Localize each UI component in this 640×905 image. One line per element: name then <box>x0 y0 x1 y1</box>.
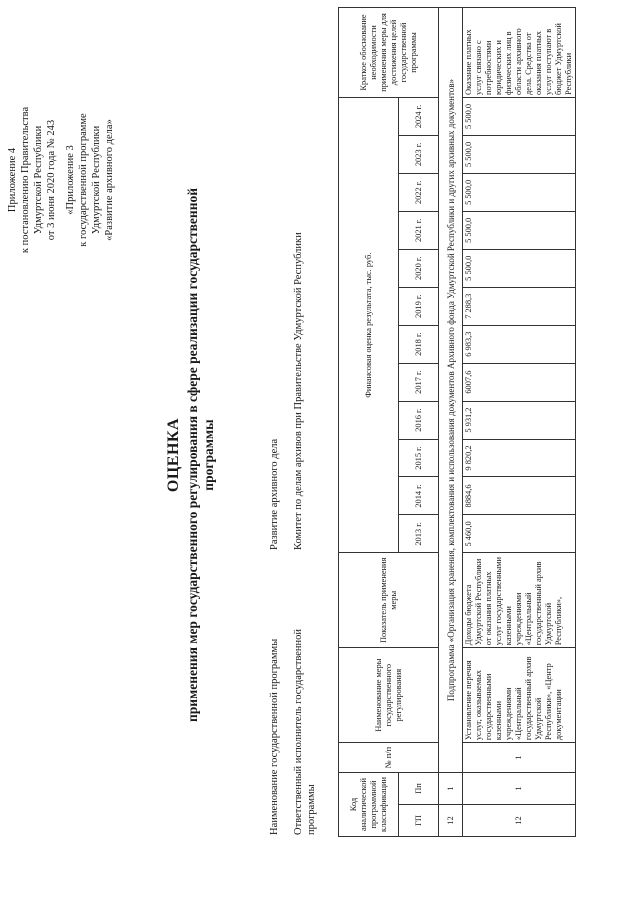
cell-rationale: Оказание платных услуг связано с потребностями юридических и физических лиц в области архивного дела. Средства от оказания платных услуг поступают в бюджет Удмуртской Республики <box>463 8 576 98</box>
program-label: Наименование государственной программы <box>269 638 280 835</box>
table-row <box>463 8 576 837</box>
header-rationale: Краткое обоснование необходимости применения меры для достижения целей государственной программы <box>339 8 439 98</box>
year-header: 2020 г. <box>399 249 439 287</box>
year-header: 2014 г. <box>399 477 439 515</box>
program-value: Развитие архивного дела <box>269 438 280 550</box>
subprogram-title: Подпрограмма «Организация хранения, комплектования и использования документов Архивного фонда Удмуртской Республики и других архивных документов» <box>439 8 463 773</box>
year-header: 2022 г. <box>399 173 439 211</box>
year-header: 2018 г. <box>399 325 439 363</box>
header-gp: ГП <box>399 805 439 837</box>
appendix-line: к государственной программе <box>78 113 89 247</box>
header-num: № п/п <box>339 743 439 773</box>
year-header: 2016 г. <box>399 401 439 439</box>
cell-num: 1 <box>463 743 576 773</box>
year-header: 2021 г. <box>399 211 439 249</box>
year-header: 2015 г. <box>399 439 439 477</box>
header-measure: Наименование меры государственного регулирования <box>339 648 439 743</box>
appendix-line: Удмуртской Республики <box>33 125 44 235</box>
title-main: ОЦЕНКА <box>165 417 182 493</box>
appendix-line: к постановлению Правительства <box>20 106 31 254</box>
year-header: 2013 г. <box>399 515 439 553</box>
document-title <box>165 155 217 755</box>
header-code: Код аналитической программной классификации <box>339 773 399 837</box>
year-header: 2024 г. <box>399 97 439 135</box>
cell-value: 5 931,2 <box>463 401 576 439</box>
cell-value: 6 983,3 <box>463 325 576 363</box>
cell-value: 9 820,2 <box>463 439 576 477</box>
cell-value: 6007,6 <box>463 363 576 401</box>
header-pp: Пп <box>399 773 439 805</box>
header-finance: Финансовая оценка результата, тыс. руб. <box>339 97 399 552</box>
cell-value: 8884,6 <box>463 477 576 515</box>
appendix-line: «Приложение 3 <box>65 145 76 215</box>
appendix-line: от 3 июня 2020 года № 243 <box>46 119 57 241</box>
cell-value: 5 500,0 <box>463 135 576 173</box>
year-header: 2023 г. <box>399 135 439 173</box>
cell-gp: 12 <box>463 805 576 837</box>
appendix-line: Удмуртской Республики <box>91 125 102 235</box>
cell-value: 7 288,3 <box>463 287 576 325</box>
year-header: 2019 г. <box>399 287 439 325</box>
measures-table <box>338 7 576 837</box>
cell-pp: 1 <box>439 773 463 805</box>
year-header: 2017 г. <box>399 363 439 401</box>
appendix-line: «Развитие архивного дела» <box>104 119 115 241</box>
header-indicator: Показатель применения меры <box>339 553 439 648</box>
cell-value: 5 460,0 <box>463 515 576 553</box>
cell-pp: 1 <box>463 773 576 805</box>
cell-measure: Установление перечня услуг, оказываемых государственными казенными учреждениями «Центральный государственный архив Удмуртской Республики», «Центр документации <box>463 648 576 743</box>
cell-gp: 12 <box>439 805 463 837</box>
cell-value: 5 500,0 <box>463 97 576 135</box>
cell-value: 5 500,0 <box>463 249 576 287</box>
executor-label: Ответственный исполнитель государственной программы <box>293 628 317 835</box>
cell-value: 5 500,0 <box>463 211 576 249</box>
appendix-block <box>6 30 116 330</box>
cell-indicator: Доходы бюджета Удмуртской Республики от оказания платных услуг государственными казенными учреждениями «Центральный государственный архив Удмуртской Республики», <box>463 553 576 648</box>
cell-value: 5 500,0 <box>463 173 576 211</box>
executor-value: Комитет по делам архивов при Правительстве Удмуртской Республики <box>293 232 304 550</box>
appendix-line: Приложение 4 <box>7 147 18 213</box>
subprogram-row <box>439 8 463 837</box>
title-sub: применения мер государственного регулирования в сфере реализации государственной программы <box>185 187 216 723</box>
